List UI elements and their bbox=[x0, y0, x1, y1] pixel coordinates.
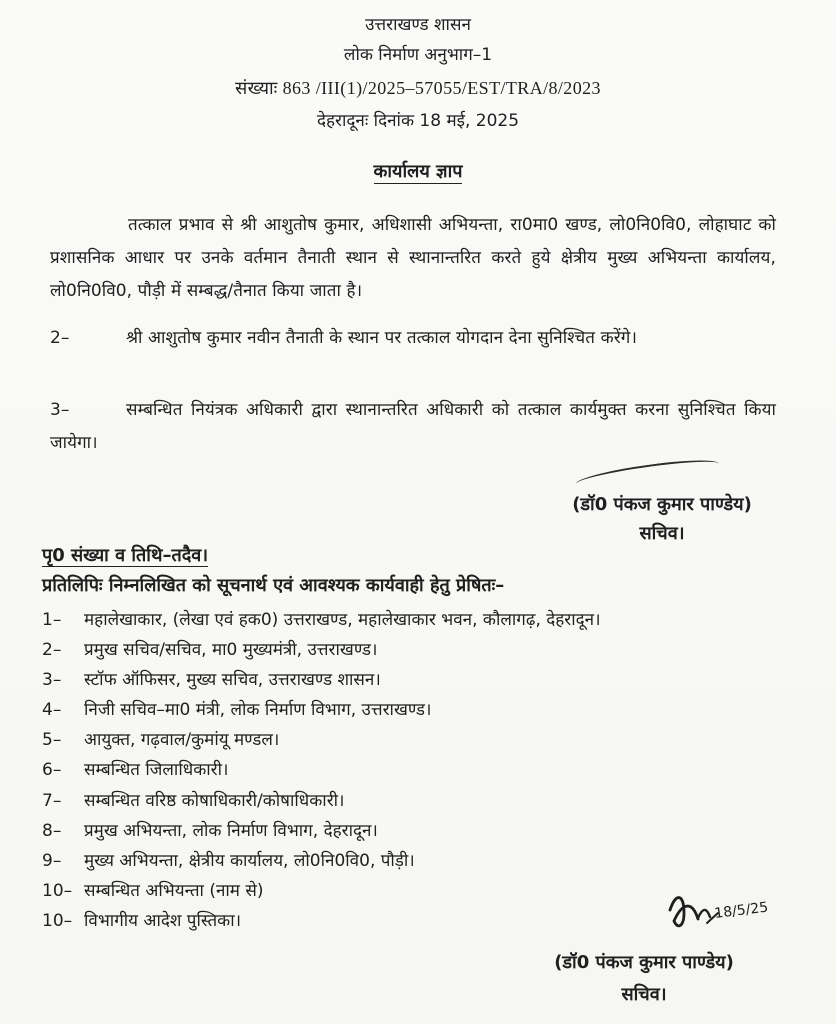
list-item bbox=[42, 755, 802, 785]
list-item-text: सम्बन्धित जिलाधिकारी। bbox=[84, 760, 229, 781]
top-signatory-designation: सचिव। bbox=[639, 523, 685, 544]
list-item bbox=[42, 695, 802, 725]
handwritten-signature bbox=[660, 882, 780, 944]
list-item-number: 2– bbox=[42, 640, 62, 661]
paragraph-2-number: 2– bbox=[50, 328, 70, 348]
list-item bbox=[42, 846, 802, 876]
list-item-text: सम्बन्धित वरिष्ठ कोषाधिकारी/कोषाधिकारी। bbox=[84, 790, 345, 811]
list-item-text: सम्बन्धित अभियन्ता (नाम से) bbox=[84, 880, 264, 901]
list-item-text: स्टॉफ ऑफिसर, मुख्य सचिव, उत्तराखण्ड शासन। bbox=[84, 670, 381, 691]
list-item-text: प्रमुख अभियन्ता, लोक निर्माण विभाग, देहरादून। bbox=[84, 820, 378, 841]
list-item-text: विभागीय आदेश पुस्तिका। bbox=[84, 910, 242, 931]
government-title: उत्तराखण्ड शासन bbox=[365, 15, 471, 35]
copy-reference-text: पृ0 संख्या व तिथि–तदैव। bbox=[42, 545, 209, 566]
memo-title bbox=[0, 160, 836, 184]
paragraph-3-text: सम्बन्धित नियंत्रक अधिकारी द्वारा स्थानान्तरित अधिकारी को तत्काल कार्यमुक्त करना सुनिश्चित किया जायेगा। bbox=[50, 400, 776, 453]
list-item-number: 3– bbox=[42, 670, 62, 691]
svg-text:18/5/25: 18/5/25 bbox=[713, 899, 770, 922]
list-item-number: 10– bbox=[42, 910, 73, 931]
memo-paragraph-3 bbox=[50, 394, 776, 460]
list-item-text: महालेखाकार, (लेखा एवं हक0) उत्तराखण्ड, महालेखाकार भवन, कौलागढ़, देहरादून। bbox=[84, 610, 601, 630]
list-item-number: 6– bbox=[42, 760, 62, 781]
list-item-text: आयुक्त, गढ़वाल/कुमांयू मण्डल। bbox=[84, 730, 280, 751]
department-section: लोक निर्माण अनुभाग–1 bbox=[343, 45, 493, 65]
reference-number: संख्याः 863 /III(1)/2025–57055/EST/TRA/8/2023 bbox=[235, 78, 601, 98]
list-item-number: 1– bbox=[42, 610, 62, 630]
list-item-number: 8– bbox=[42, 820, 62, 841]
copy-reference bbox=[42, 544, 208, 568]
list-item bbox=[42, 665, 802, 695]
list-item-number: 7– bbox=[42, 790, 62, 811]
list-item-number: 9– bbox=[42, 850, 62, 871]
list-item-number: 4– bbox=[42, 700, 62, 721]
list-item bbox=[42, 786, 802, 816]
copy-heading: प्रतिलिपिः निम्नलिखित को सूचनार्थ एवं आवश्यक कार्यवाही हेतु प्रेषितः– bbox=[42, 575, 505, 596]
list-item-text: निजी सचिव–मा0 मंत्री, लोक निर्माण विभाग, उत्तराखण्ड। bbox=[84, 700, 432, 721]
list-item-number: 10– bbox=[42, 880, 73, 901]
memo-paragraph-2 bbox=[50, 322, 776, 355]
memo-paragraph-1: तत्काल प्रभाव से श्री आशुतोष कुमार, अधिशासी अभियन्ता, रा0मा0 खण्ड, लो0नि0वि0, लोहाघाट को प्रशासनिक आधार पर उनके वर्तमान तैनाती स्थान से स्थानान्तरित करते हुये क्षेत्रीय मुख्य अभियन्ता कार्यालय, लो0नि0वि0, पौड़ी में सम्बद्ध/तैनात किया जाता है। bbox=[50, 215, 776, 301]
memo-title-text: कार्यालय ज्ञाप bbox=[373, 161, 463, 182]
top-signatory-name: (डॉ0 पंकज कुमार पाण्डेय) bbox=[572, 494, 752, 515]
list-item-text: प्रमुख सचिव/सचिव, मा0 मुख्यमंत्री, उत्तराखण्ड। bbox=[84, 640, 378, 661]
paragraph-2-text: श्री आशुतोष कुमार नवीन तैनाती के स्थान पर तत्काल योगदान देना सुनिश्चित करेंगे। bbox=[126, 328, 637, 348]
list-item bbox=[42, 725, 802, 755]
list-item-text: मुख्य अभियन्ता, क्षेत्रीय कार्यालय, लो0नि0वि0, पौड़ी। bbox=[84, 850, 415, 871]
list-item bbox=[42, 635, 802, 665]
list-item bbox=[42, 816, 802, 846]
document-date: देहरादूनः दिनांक 18 मई, 2025 bbox=[316, 111, 520, 131]
top-signature-stroke bbox=[574, 455, 720, 493]
list-item-number: 5– bbox=[42, 730, 62, 751]
paragraph-3-number: 3– bbox=[50, 400, 70, 420]
bottom-signatory-name: (डॉ0 पंकज कुमार पाण्डेय) bbox=[554, 952, 734, 973]
list-item bbox=[42, 605, 802, 635]
bottom-signatory-designation: सचिव। bbox=[621, 984, 667, 1005]
